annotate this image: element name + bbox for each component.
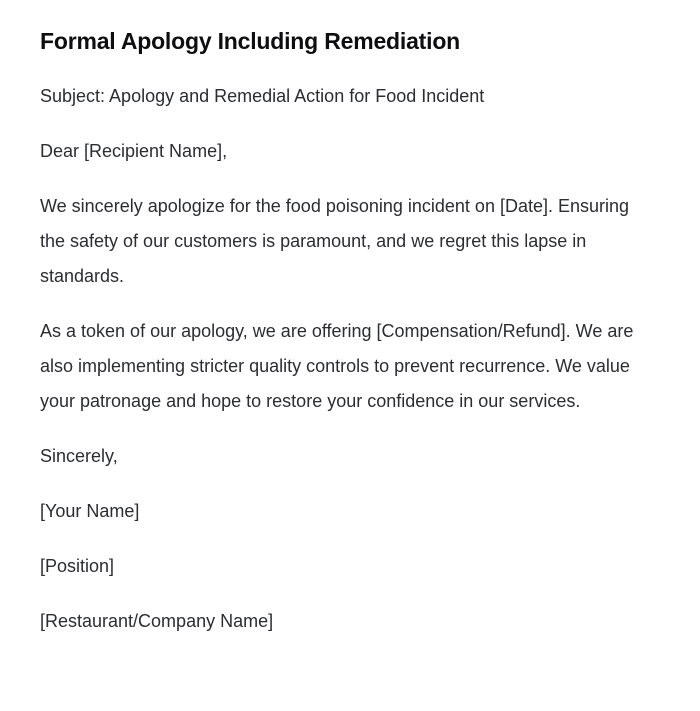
signature-position-placeholder: [Position] <box>40 556 115 576</box>
signature-company-placeholder: [Restaurant/Company Name] <box>40 611 274 631</box>
subject-line: Subject: Apology and Remedial Action for Food Incident <box>40 86 485 106</box>
paragraph-apology: We sincerely apologize for the food poisoning incident on [Date]. Ensuring the safety of our customers is paramount, and we regret this lapse in standards. <box>40 196 630 286</box>
paragraph-remediation: As a token of our apology, we are offering [Compensation/Refund]. We are also implementing stricter quality controls to prevent recurrence. We value your patronage and hope to restore your confidence in our services. <box>40 321 634 411</box>
document-title: Formal Apology Including Remediation <box>40 28 461 54</box>
closing: Sincerely, <box>40 446 118 466</box>
salutation: Dear [Recipient Name], <box>40 141 228 161</box>
signature-name-placeholder: [Your Name] <box>40 501 140 521</box>
